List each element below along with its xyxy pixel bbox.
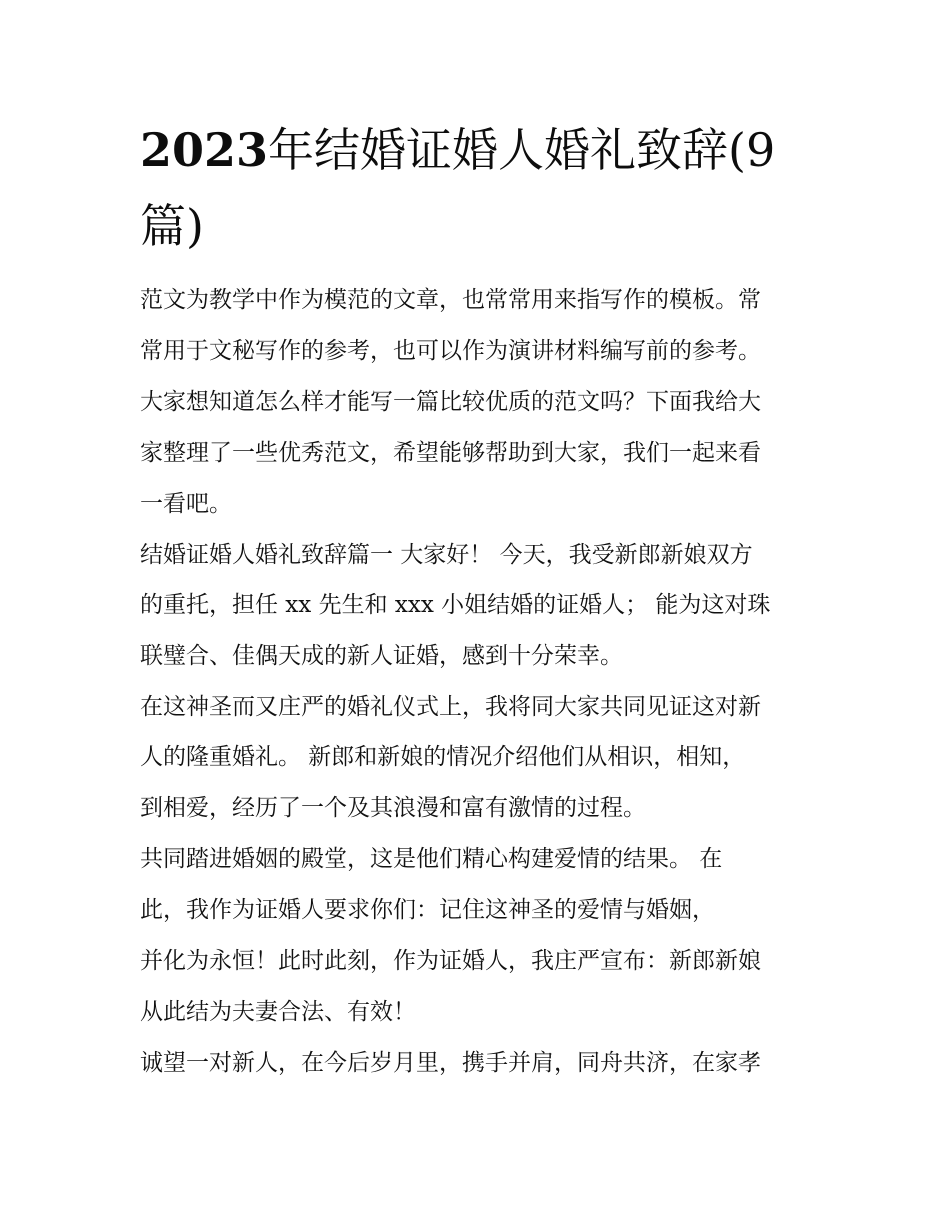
body-line: 并化为永恒！此时此刻，作为证婚人，我庄严宣布：新郎新娘 [140, 948, 761, 974]
title-text-line2: 篇) [140, 199, 204, 253]
body-line: 大家想知道怎么样才能写一篇比较优质的范文吗？下面我给大 [140, 389, 761, 415]
body-line: 共同踏进婚姻的殿堂，这是他们精心构建爱情的结果。 在 [140, 846, 723, 872]
body-line: 一看吧。 [140, 491, 232, 517]
body-line: 家整理了一些优秀范文，希望能够帮助到大家，我们一起来看 [140, 440, 761, 466]
body-line: 的重托，担任 xx 先生和 xxx 小姐结婚的证婚人； 能为这对珠 [140, 592, 771, 618]
body-line: 到相爱，经历了一个及其浪漫和富有激情的过程。 [140, 795, 646, 821]
title-text-line1: 年结婚证婚人婚礼致辞(9 [268, 123, 776, 177]
body-line: 结婚证婚人婚礼致辞篇一 大家好！ 今天，我受新郎新娘双方 [140, 542, 753, 568]
body-line: 从此结为夫妻合法、有效！ [140, 999, 416, 1025]
body-line: 此，我作为证婚人要求你们：记住这神圣的爱情与婚姻， [140, 897, 715, 923]
body-line: 联璧合、佳偶天成的新人证婚，感到十分荣幸。 [140, 643, 623, 669]
body-line: 常用于文秘写作的参考，也可以作为演讲材料编写前的参考。 [140, 338, 761, 364]
body-line: 诚望一对新人，在今后岁月里，携手并肩，同舟共济，在家孝 [140, 1050, 761, 1076]
body-line: 在这神圣而又庄严的婚礼仪式上，我将同大家共同见证这对新 [140, 694, 761, 720]
document-title [140, 112, 830, 264]
body-line: 人的隆重婚礼。 新郎和新娘的情况介绍他们从相识，相知， [140, 744, 746, 770]
body-line: 范文为教学中作为模范的文章，也常常用来指写作的模板。常 [140, 287, 761, 313]
title-year: 2023 [140, 123, 269, 177]
